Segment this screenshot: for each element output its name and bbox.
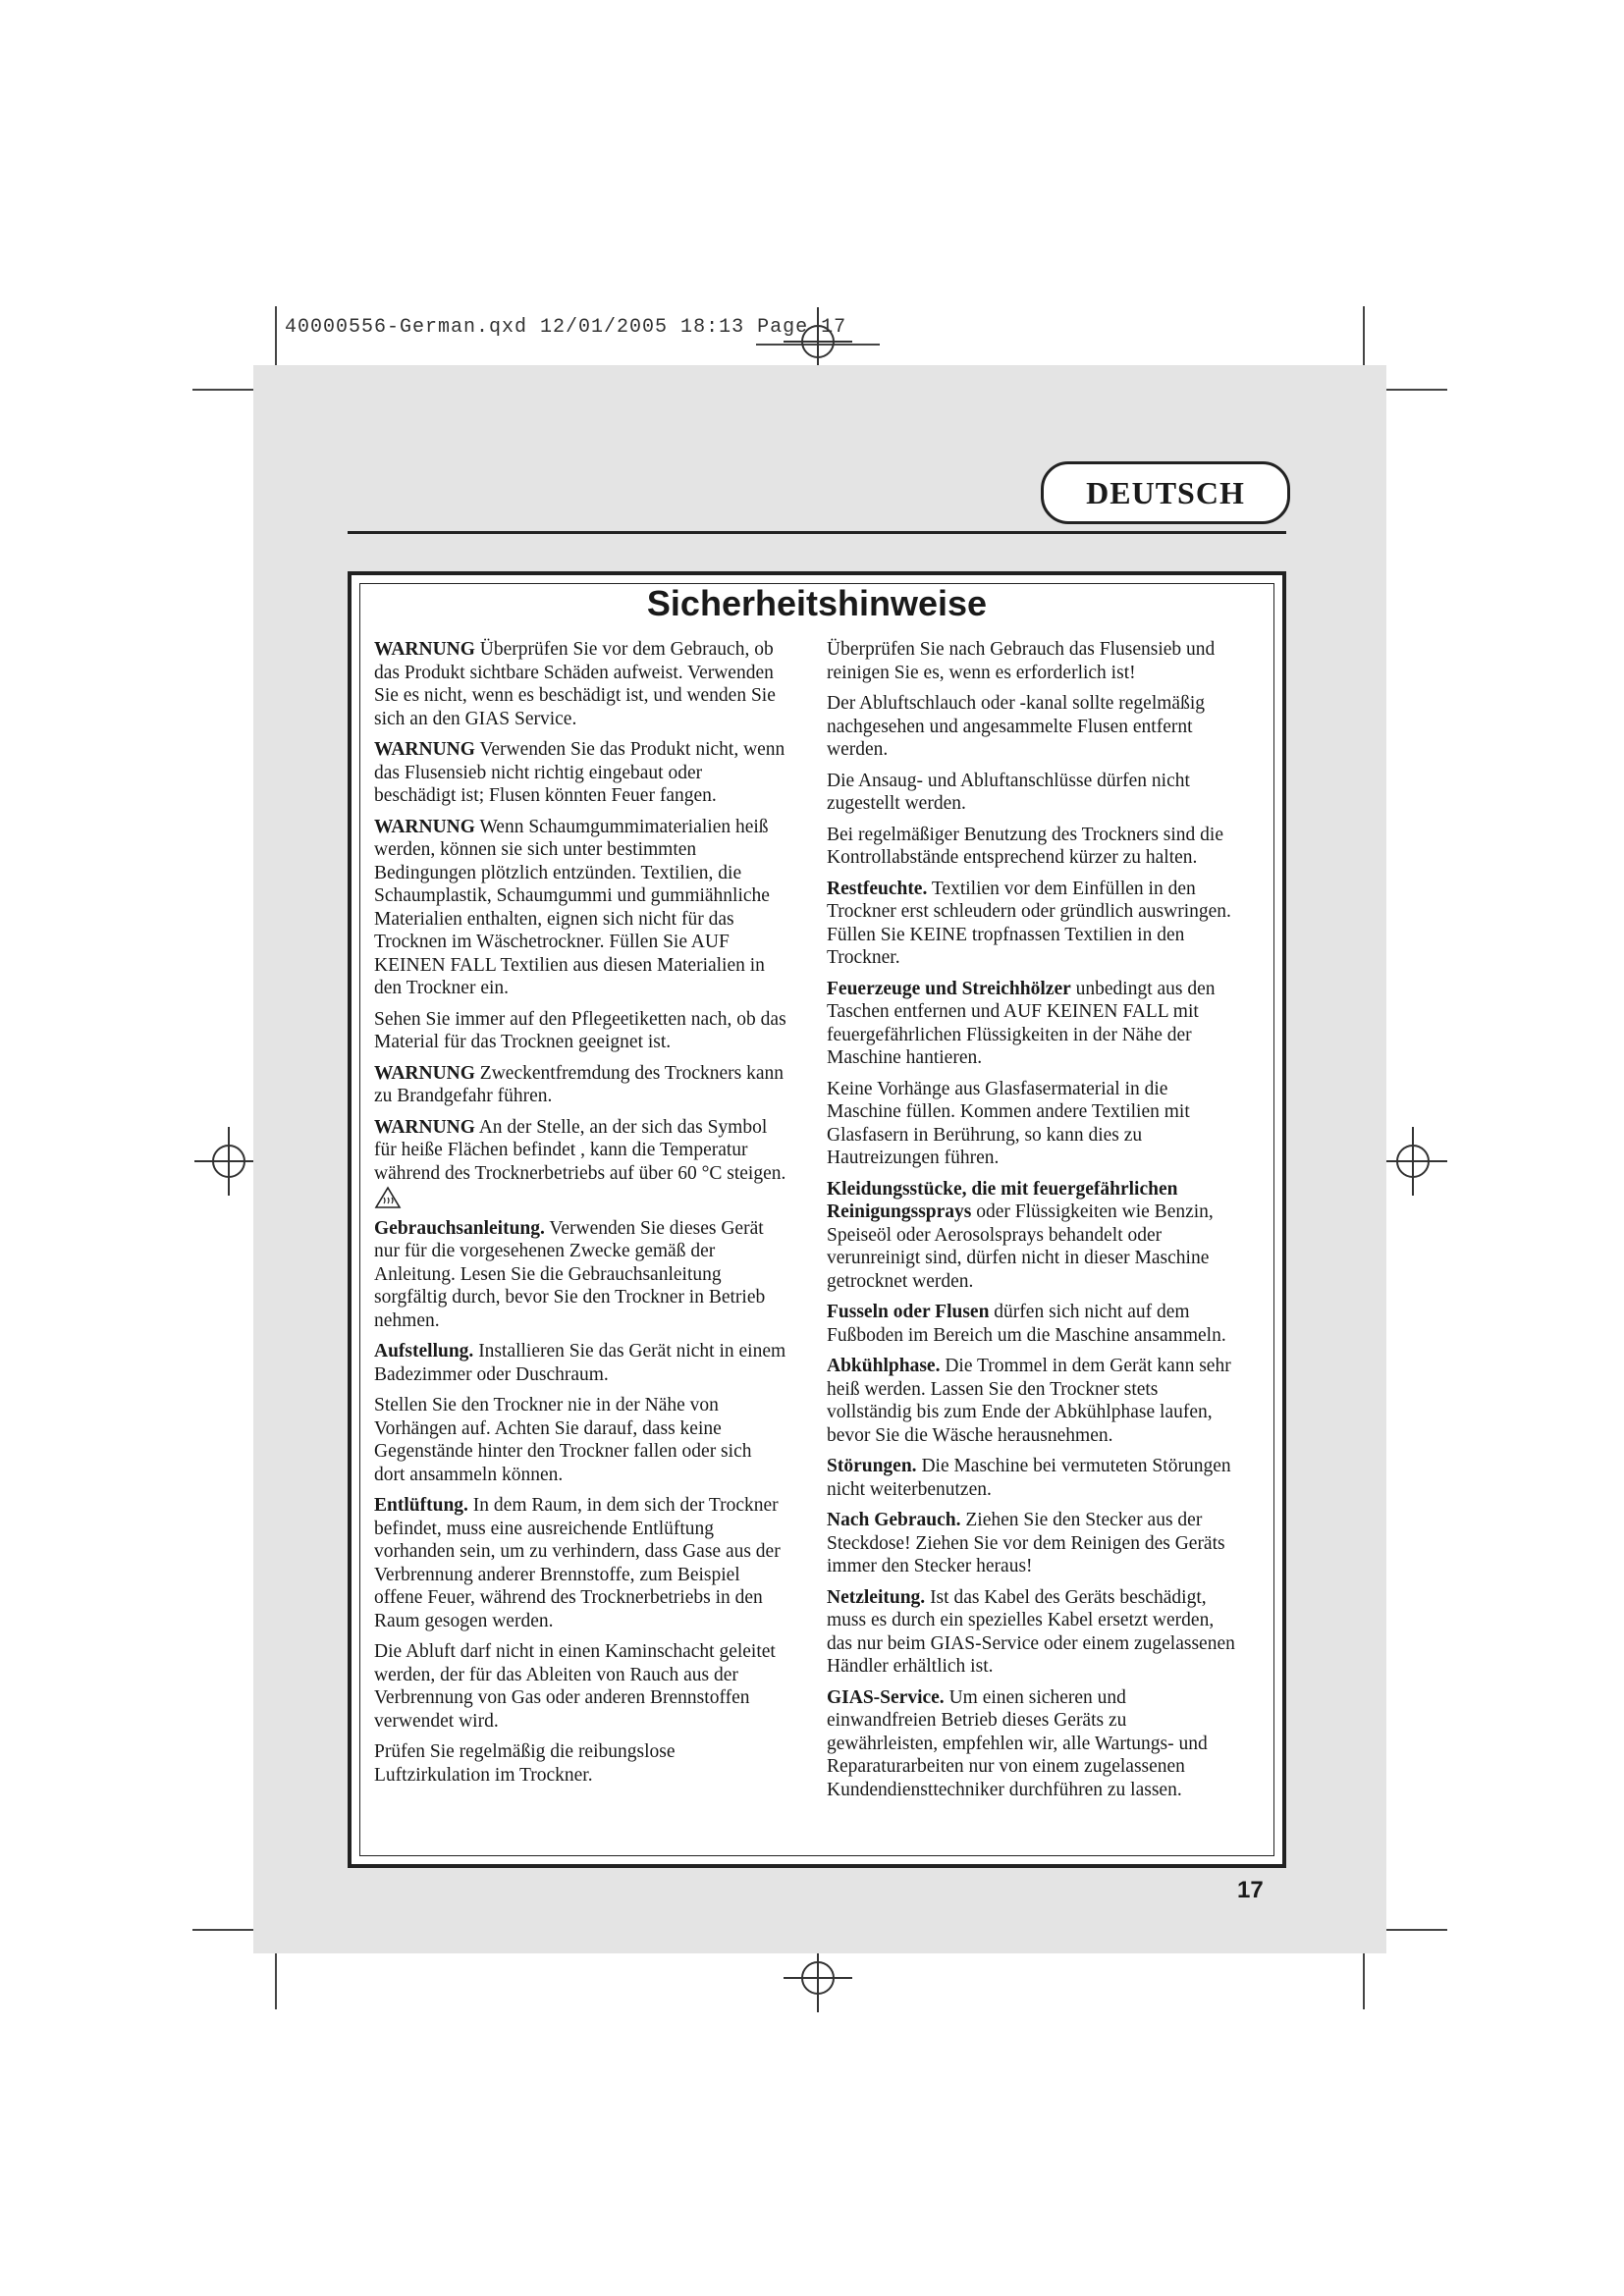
paragraph-text: Prüfen Sie regelmäßig die reibungslose Luftzirkulation im Trockner. bbox=[374, 1741, 676, 1786]
paragraph-text: Stellen Sie den Trockner nie in der Nähe von Vorhängen auf. Achten Sie darauf, dass keine Gegenstände hinter den Trockner fallen oder sich dort ansammeln können. bbox=[374, 1395, 752, 1485]
paragraph bbox=[374, 1062, 786, 1108]
paragraph-text: Die Maschine bei vermuteten Störungen nicht weiterbenutzen. bbox=[827, 1456, 1231, 1500]
paragraph bbox=[827, 824, 1239, 870]
paragraph-lead: Gebrauchsanleitung. bbox=[374, 1217, 545, 1239]
paragraph bbox=[827, 1455, 1239, 1501]
paragraph-text: Überprüfen Sie nach Gebrauch das Flusensieb und reinigen Sie es, wenn es erforderlich ist! bbox=[827, 639, 1216, 683]
paragraph-text: Ist das Kabel des Geräts beschädigt, muss es durch ein spezielles Kabel ersetzt werden, das nur beim GIAS-Service oder einem zugelassenen Händler erhältlich ist. bbox=[827, 1586, 1235, 1677]
paragraph-text: Sehen Sie immer auf den Pflegeetiketten nach, ob das Material für das Trocknen geeignet ist. bbox=[374, 1008, 786, 1052]
paragraph bbox=[827, 1078, 1239, 1170]
paragraph-text: An der Stelle, an der sich das Symbol für heiße Flächen befindet , kann die Temperatur während des Trocknerbetriebs auf über 60 °C steigen. bbox=[374, 1116, 786, 1184]
paragraph-lead: WARNUNG bbox=[374, 1062, 475, 1084]
paragraph-text: Verwenden Sie das Produkt nicht, wenn das Flusensieb nicht richtig eingebaut oder beschädigt ist; Flusen könnten Feuer fangen. bbox=[374, 739, 785, 806]
paragraph bbox=[827, 770, 1239, 816]
paragraph bbox=[374, 1740, 786, 1787]
paragraph bbox=[374, 1217, 786, 1333]
safety-box bbox=[348, 571, 1286, 1868]
paragraph bbox=[827, 638, 1239, 684]
crop-mark bbox=[192, 389, 253, 391]
paragraph bbox=[374, 816, 786, 1000]
paragraph bbox=[827, 692, 1239, 762]
paragraph-text: Installieren Sie das Gerät nicht in einem Badezimmer oder Duschraum. bbox=[374, 1341, 786, 1385]
crop-mark bbox=[1363, 1949, 1365, 2009]
crop-mark bbox=[192, 1929, 253, 1931]
paragraph bbox=[827, 1586, 1239, 1679]
paragraph-text: Die Abluft darf nicht in einen Kaminschacht geleitet werden, der für das Ableiten von Rauch aus der Verbrennung von Gas oder anderen Brennstoffen verwendet wird. bbox=[374, 1641, 776, 1732]
paragraph-text: Wenn Schaumgummimaterialien heiß werden, können sie sich unter bestimmten Bedingungen plötzlich entzünden. Textilien, die Schaumplastik, Schaumgummi und gummiähnliche Materialien enthalten, eignen sich nicht für das Trocknen im Wäschetrockner. Füllen Sie AUF KEINEN FALL Textilien aus diesen Materialien in den Trockner ein. bbox=[374, 816, 770, 998]
registration-crosshair-icon bbox=[1379, 1127, 1447, 1196]
paragraph-lead: WARNUNG bbox=[374, 739, 475, 760]
paragraph bbox=[374, 1340, 786, 1386]
paragraph-text: Um einen sicheren und einwandfreien Betrieb dieses Geräts zu gewährleisten, empfehlen wir, alle Wartungs- und Reparaturarbeiten nur von einem zugelassenen Kundendiensttechniker durchführen zu lassen. bbox=[827, 1686, 1208, 1800]
paragraph bbox=[827, 978, 1239, 1070]
registration-crosshair-icon bbox=[784, 1944, 852, 2012]
crop-mark bbox=[275, 1949, 277, 2009]
paragraph bbox=[374, 638, 786, 730]
paragraph-text: Überprüfen Sie vor dem Gebrauch, ob das Produkt sichtbare Schäden aufweist. Verwenden Sie es nicht, wenn es beschädigt ist, und wenden Sie sich an den GIAS Service. bbox=[374, 639, 776, 729]
paragraph bbox=[374, 1116, 786, 1209]
paragraph-text: Keine Vorhänge aus Glasfasermaterial in die Maschine füllen. Kommen andere Textilien mit Glasfasern in Berührung, so kann dies zu Hautreizungen führen. bbox=[827, 1078, 1190, 1168]
page-number: 17 bbox=[1237, 1877, 1264, 1903]
paragraph-lead: Aufstellung. bbox=[374, 1341, 474, 1362]
paragraph bbox=[827, 1355, 1239, 1447]
paragraph-lead: WARNUNG bbox=[374, 639, 475, 660]
paragraph-lead: WARNUNG bbox=[374, 816, 475, 837]
right-column bbox=[827, 638, 1239, 1809]
paragraph bbox=[827, 1509, 1239, 1578]
hot-surface-icon bbox=[374, 1186, 402, 1209]
paragraph-lead: Entlüftung. bbox=[374, 1495, 468, 1517]
header-rule bbox=[348, 531, 1286, 534]
paragraph-lead: GIAS-Service. bbox=[827, 1686, 945, 1708]
paragraph bbox=[374, 1640, 786, 1733]
paragraph-lead: Restfeuchte. bbox=[827, 878, 928, 899]
paragraph-text: Der Abluftschlauch oder -kanal sollte regelmäßig nachgesehen und angesammelte Flusen entfernt werden. bbox=[827, 693, 1205, 760]
paragraph-lead: WARNUNG bbox=[374, 1116, 475, 1138]
paragraph-text: Zweckentfremdung des Trockners kann zu Brandgefahr führen. bbox=[374, 1062, 785, 1106]
paragraph bbox=[827, 1301, 1239, 1347]
paragraph-text: unbedingt aus den Taschen entfernen und AUF KEINEN FALL mit feuergefährlichen Flüssigkeiten in der Nähe der Maschine hantieren. bbox=[827, 978, 1216, 1068]
paragraph-lead: Feuerzeuge und Streichhölzer bbox=[827, 978, 1071, 999]
paragraph bbox=[827, 878, 1239, 970]
paragraph-text: Textilien vor dem Einfüllen in den Trockner erst schleudern oder gründlich auswringen. Füllen Sie KEINE tropfnassen Textilien in den Trockner. bbox=[827, 878, 1231, 968]
page-title: Sicherheitshinweise bbox=[646, 583, 988, 623]
crop-mark bbox=[1386, 1929, 1447, 1931]
print-slug: 40000556-German.qxd 12/01/2005 18:13 Page 17 bbox=[285, 316, 847, 339]
paragraph bbox=[374, 1494, 786, 1632]
paragraph-text: Bei regelmäßiger Benutzung des Trockners sind die Kontrollabstände entsprechend kürzer zu halten. bbox=[827, 824, 1224, 868]
paragraph bbox=[827, 1178, 1239, 1294]
paragraph-lead: Nach Gebrauch. bbox=[827, 1510, 961, 1530]
paragraph-text: Die Ansaug- und Abluftanschlüsse dürfen nicht zugestellt werden. bbox=[827, 770, 1190, 814]
paragraph-lead: Netzleitung. bbox=[827, 1586, 926, 1608]
paragraph-text: oder Flüssigkeiten wie Benzin, Speiseöl oder Aerosolsprays behandelt oder verunreinigt sind, dürfen nicht in dieser Maschine getrocknet werden. bbox=[827, 1201, 1214, 1292]
left-column bbox=[374, 638, 786, 1794]
paragraph-text: Verwenden Sie dieses Gerät nur für die vorgesehenen Zwecke gemäß der Anleitung. Lesen Sie die Gebrauchsanleitung sorgfältig durch, bevor Sie den Trockner in Betrieb nehmen. bbox=[374, 1217, 766, 1331]
crop-mark bbox=[275, 306, 277, 367]
paragraph bbox=[374, 1394, 786, 1486]
paragraph-text: Die Trommel in dem Gerät kann sehr heiß werden. Lassen Sie den Trockner stets vollständig bis zum Ende der Abkühlphase laufen, bevor Sie die Wäsche herausnehmen. bbox=[827, 1356, 1231, 1446]
paragraph-text: dürfen sich nicht auf dem Fußboden im Bereich um die Maschine ansammeln. bbox=[827, 1302, 1226, 1346]
paragraph bbox=[374, 738, 786, 808]
paragraph-text: Ziehen Sie den Stecker aus der Steckdose! Ziehen Sie vor dem Reinigen des Geräts immer den Stecker heraus! bbox=[827, 1510, 1225, 1576]
paragraph-lead: Fusseln oder Flusen bbox=[827, 1302, 990, 1322]
paragraph-text: In dem Raum, in dem sich der Trockner befindet, muss eine ausreichende Entlüftung vorhanden sein, um zu verhindern, dass Gase aus der Verbrennung anderer Brennstoffe, zum Beispiel offene Feuer, während des Trocknerbetriebs in den Raum gesogen werden. bbox=[374, 1495, 781, 1631]
paragraph-lead: Abkühlphase. bbox=[827, 1356, 941, 1376]
paragraph bbox=[374, 1008, 786, 1054]
paragraph-lead: Störungen. bbox=[827, 1456, 917, 1476]
crop-mark bbox=[1363, 306, 1365, 367]
crop-mark bbox=[1386, 389, 1447, 391]
paragraph bbox=[827, 1686, 1239, 1802]
language-tab: DEUTSCH bbox=[1041, 461, 1290, 524]
paragraph-lead: Kleidungsstücke, die mit feuergefährlichen Reinigungssprays bbox=[827, 1178, 1178, 1222]
